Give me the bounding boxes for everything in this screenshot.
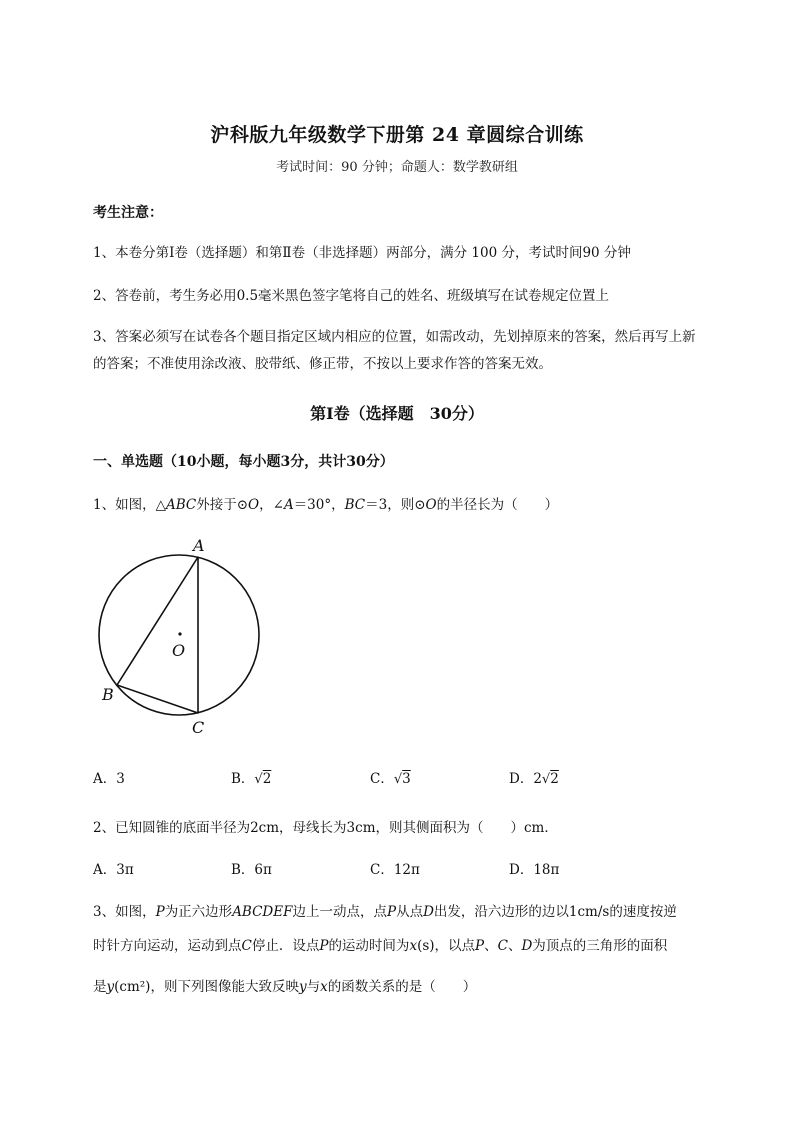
q3-text: 出发，沿六边形的边以1cm/s的速度按逆 bbox=[433, 904, 677, 920]
var-y: y bbox=[106, 979, 115, 995]
var-p: P bbox=[319, 938, 329, 954]
var-y: y bbox=[298, 979, 307, 995]
var-x: x bbox=[409, 938, 418, 954]
q1-triangle: ABC bbox=[165, 497, 197, 513]
notice-item-3-line-1: 3、答案必须写在试卷各个题目指定区域内相应的位置，如需改动，先划掉原来的答案，然后再写上新 bbox=[93, 329, 696, 345]
q3-text: 时针方向运动，运动到点 bbox=[93, 938, 242, 954]
question-3-line-2 bbox=[93, 934, 667, 954]
q3-text: 的运动时间为 bbox=[328, 938, 410, 954]
q1-option-a[interactable] bbox=[93, 767, 125, 787]
q3-text: 3、如图， bbox=[93, 904, 156, 920]
q3-text: (cm²)，则下列图像能大致反映 bbox=[114, 979, 299, 995]
q3-text: 边上一动点，点 bbox=[292, 904, 387, 920]
q1-option-d[interactable] bbox=[509, 767, 559, 787]
triangle-abc bbox=[117, 557, 198, 713]
sqrt-symbol: √ bbox=[393, 772, 403, 787]
radicand: 2 bbox=[262, 771, 272, 787]
sqrt-symbol: √ bbox=[254, 772, 263, 787]
q3-text: 与 bbox=[306, 979, 321, 995]
q3-text: 、 bbox=[507, 938, 522, 954]
q1-text: ，∠ bbox=[259, 497, 284, 513]
question-2: 2、已知圆锥的底面半径为2cm，母线长为3cm，则其侧面积为（ ）cm． bbox=[93, 820, 558, 836]
q1-option-b[interactable] bbox=[231, 767, 271, 787]
coefficient: 2 bbox=[533, 771, 542, 787]
q1-angle-a: A bbox=[283, 497, 294, 513]
question-3-line-3 bbox=[93, 975, 476, 995]
var-p: P bbox=[475, 938, 485, 954]
q1-text: 的半径长为（ ） bbox=[436, 497, 559, 513]
page-title: 沪科版九年级数学下册第 24 章圆综合训练 bbox=[210, 124, 584, 146]
sqrt-symbol: √ bbox=[541, 772, 551, 787]
center-point bbox=[178, 632, 181, 635]
q1-text: 外接于⊙ bbox=[196, 497, 249, 513]
q1-segment-bc: BC bbox=[344, 497, 366, 513]
var-p: P bbox=[155, 904, 165, 920]
option-key: D． bbox=[509, 771, 534, 787]
label-o: O bbox=[172, 641, 186, 660]
q1-text: 1、如图，△ bbox=[93, 497, 166, 513]
q3-text: 为正六边形 bbox=[164, 904, 233, 920]
var-d: D bbox=[521, 938, 533, 954]
q2-option-b[interactable]: B．6π bbox=[231, 862, 272, 878]
q1-option-c[interactable] bbox=[370, 767, 411, 787]
q2-option-a[interactable]: A．3π bbox=[93, 862, 134, 878]
notice-item-3-line-2: 的答案；不准使用涂改液、胶带纸、修正带，不按以上要求作答的答案无效。 bbox=[93, 356, 552, 372]
radicand: 2 bbox=[550, 771, 559, 787]
option-key: B． bbox=[231, 771, 255, 787]
var-x: x bbox=[320, 979, 328, 995]
q2-option-c[interactable]: C．12π bbox=[370, 862, 420, 878]
q3-text: 停止．设点 bbox=[251, 938, 320, 954]
notice-item-1: 1、本卷分第Ⅰ卷（选择题）和第Ⅱ卷（非选择题）两部分，满分 100 分，考试时间90 分钟 bbox=[93, 245, 631, 261]
var-p: P bbox=[386, 904, 397, 920]
question-3-line-1 bbox=[93, 900, 677, 920]
notice-heading: 考生注意： bbox=[93, 205, 163, 221]
part-heading: 一、单选题（10小题，每小题3分，共计30分） bbox=[93, 454, 394, 470]
radicand: 3 bbox=[402, 771, 411, 787]
q1-text: ＝3，则⊙ bbox=[365, 497, 426, 513]
var-c: C bbox=[497, 938, 508, 954]
label-b: B bbox=[102, 685, 114, 704]
q1-circle-o: O bbox=[425, 497, 437, 513]
var-c: C bbox=[241, 938, 252, 954]
q1-text: ＝30°， bbox=[293, 497, 345, 513]
option-value: 3 bbox=[116, 771, 125, 787]
label-c: C bbox=[192, 718, 205, 737]
option-key: A． bbox=[93, 771, 117, 787]
q3-text: 是 bbox=[93, 979, 107, 995]
q3-text: 、 bbox=[484, 938, 498, 954]
q1-figure bbox=[90, 530, 270, 740]
var-d: D bbox=[423, 904, 434, 920]
option-key: C． bbox=[370, 771, 394, 787]
q1-circle-o: O bbox=[248, 497, 260, 513]
q2-option-d[interactable]: D．18π bbox=[509, 862, 560, 878]
q3-text: (s)，以点 bbox=[417, 938, 476, 954]
q3-text: 从点 bbox=[396, 904, 424, 920]
q3-text: 为顶点的三角形的面积 bbox=[532, 938, 668, 954]
exam-info: 考试时间：90 分钟；命题人：数学教研组 bbox=[276, 160, 518, 175]
question-1 bbox=[93, 493, 558, 513]
hexagon-name: ABCDEF bbox=[232, 904, 293, 920]
section-title: 第Ⅰ卷（选择题 30分） bbox=[310, 404, 484, 423]
label-a: A bbox=[193, 536, 205, 555]
q3-text: 的函数关系的是（ ） bbox=[327, 979, 477, 995]
notice-item-2: 2、答卷前，考生务必用0.5毫米黑色签字笔将自己的姓名、班级填写在试卷规定位置上 bbox=[93, 288, 610, 304]
